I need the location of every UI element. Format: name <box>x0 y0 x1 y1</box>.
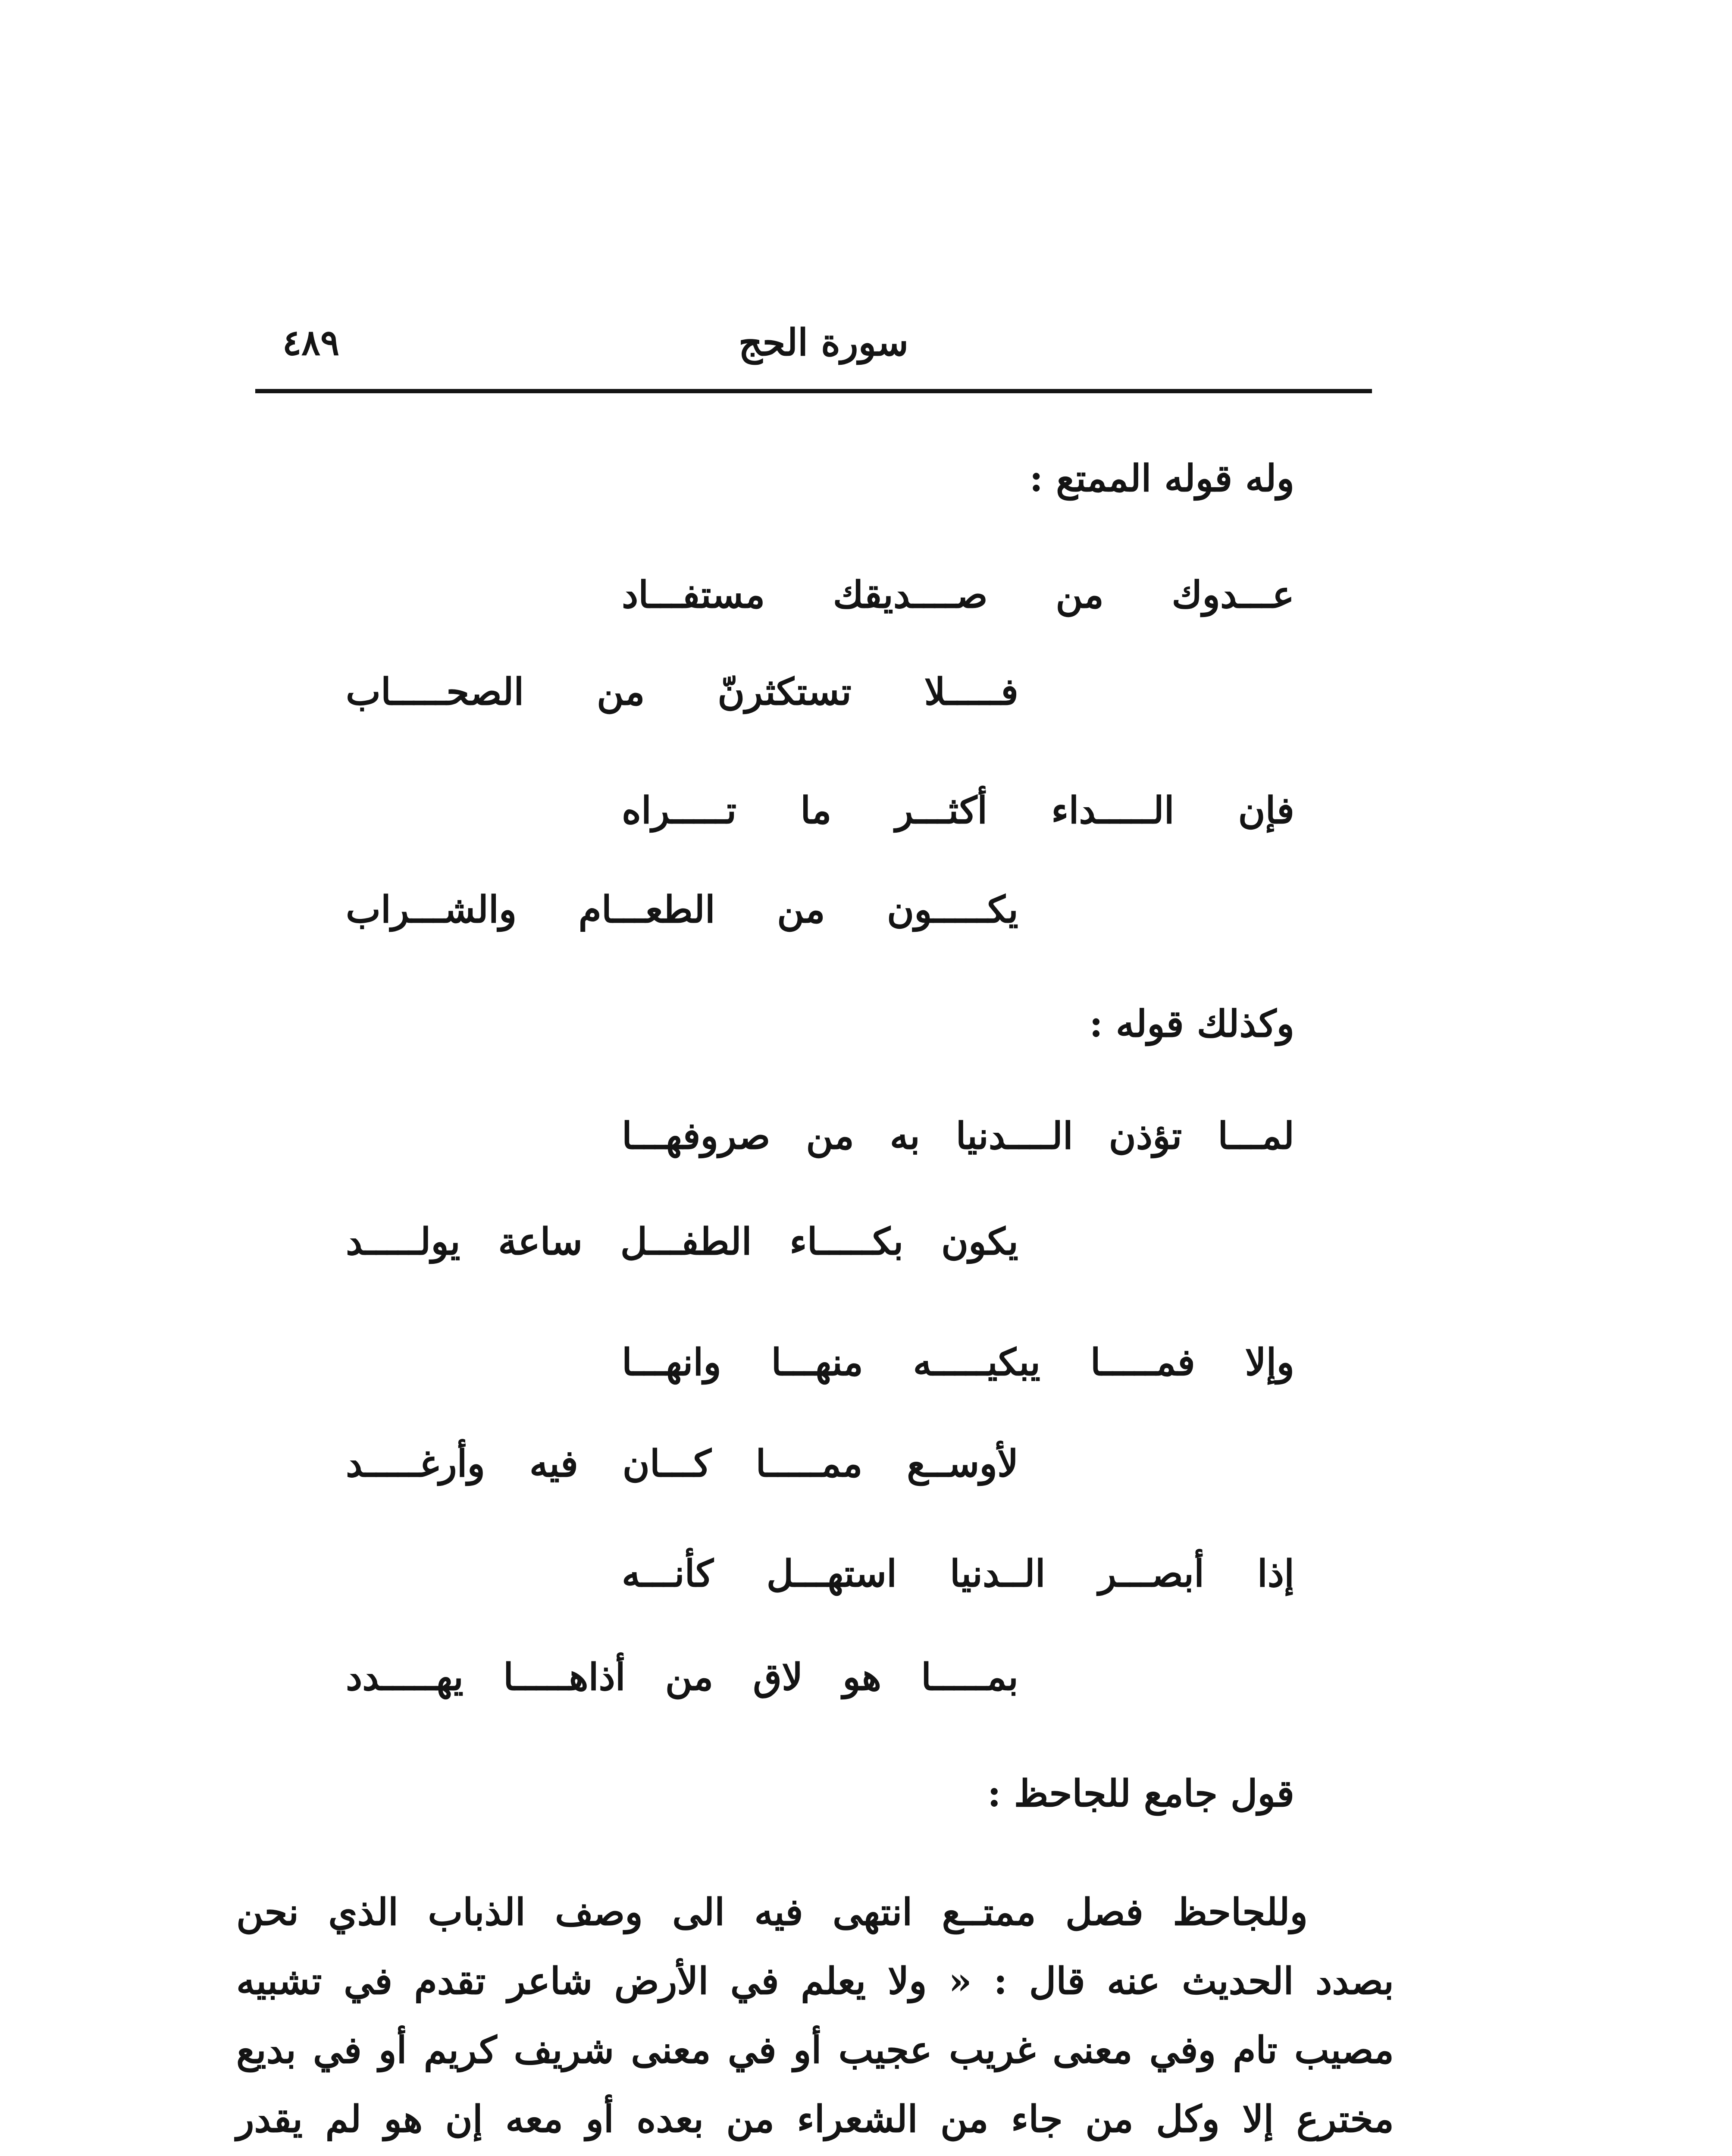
verse-5-second-hemistich: بمـــــا هو لاق من أذاهـــــا يهـــــدد <box>346 1655 1018 1699</box>
verse-2-second-hemistich: يكـــــون من الطعـــام والشـــراب <box>346 888 1018 931</box>
verse-1-second-hemistich: فـــــلا تستكثرنّ من الصحـــــاب <box>346 670 1018 714</box>
section-heading-jahiz: قول جامع للجاحظ : <box>987 1772 1294 1815</box>
running-title: سورة الحج <box>738 321 909 364</box>
verse-1-first-hemistich: عـــدوك من صــــديقك مستفـــاد <box>622 573 1294 617</box>
verse-2-first-hemistich: فإن الـــــداء أكثـــر ما تـــــراه <box>622 789 1294 832</box>
prose-line: مخترع إلا وكل من جاء من الشعراء من بعده أو معه إن هو لم يقدر <box>236 2097 1394 2141</box>
prose-line: وللجاحظ فصل ممتــع انتهى فيه الى وصف الذباب الذي نحن <box>236 1890 1308 1934</box>
prose-paragraph <box>236 1878 1394 2156</box>
verse-4-first-hemistich: وإلا فمـــــا يبكيـــــه منهـــا وانهـــا <box>622 1341 1294 1384</box>
verse-3-second-hemistich: يكون بكـــــاء الطفـــل ساعة يولـــــد <box>346 1220 1018 1263</box>
verse-5-first-hemistich: إذا أبصـــر الــدنيا استهـــل كأنـــه <box>622 1552 1294 1595</box>
prose-line <box>236 2154 1394 2156</box>
header-divider <box>255 389 1372 393</box>
prose-line: مصيب تام وفي معنى غريب عجيب أو في معنى شريف كريم أو في بديع <box>236 2028 1394 2072</box>
section-heading-second: وكذلك قوله : <box>1089 1002 1294 1046</box>
verse-4-second-hemistich: لأوســع ممـــــا كـــان فيه وأرغـــــد <box>346 1442 1018 1485</box>
verse-3-first-hemistich: لمـــا تؤذن الــــدنيا به من صروفهـــا <box>622 1114 1294 1158</box>
page-number: ٤٨٩ <box>282 322 340 364</box>
section-heading-intro: وله قوله الممتع : <box>1029 457 1294 500</box>
prose-line: بصدد الحديث عنه قال : « ولا يعلم في الأرض شاعر تقدم في تشبيه <box>236 1959 1394 2003</box>
